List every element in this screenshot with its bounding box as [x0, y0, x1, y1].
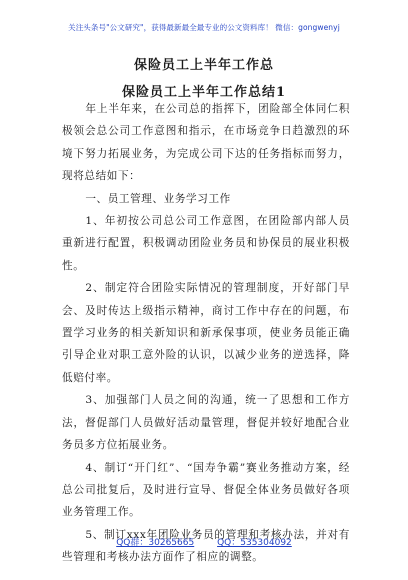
qq-group-link[interactable]: QQ群：30265665	[116, 538, 195, 548]
qq-contact-link[interactable]: QQ：535304092	[217, 538, 292, 548]
paragraph-item-5: 5、制订xxx年团险业务员的管理和考核办法，并对有些管理和考核办法方面作了相应的调整。	[62, 528, 350, 564]
paragraph-item-4: 4、制订“开门红”、“国寿争霸”赛业务推动方案，经总公司批复后，及时进行宣导、督促全体业务员做好各项业务管理工作。	[62, 461, 350, 519]
paragraph-item-2: 2、制定符合团险实际情况的管理制度，开好部门早会、及时传达上级指示精神，商讨工作中存在的问题，布置学习业务的相关新知识和新承保事项，使业务员能正确引导企业对职工意外险的认识，以减少业务的逆选择，降低赔付率。	[62, 282, 350, 384]
section-heading: 一、员工管理、业务学习工作	[85, 192, 231, 205]
paragraph-item-3: 3、加强部门人员之间的沟通，统一了思想和工作方法，督促部门人员做好活动量管理，督促并较好地配合业务员多方位拓展业务。	[62, 394, 350, 452]
paragraph-item-1: 1、年初按公司总公司工作意图，在团险部内部人员重新进行配置，积极调动团险业务员和协保员的展业积极性。	[62, 215, 350, 272]
document-title: 保险员工上半年工作总	[133, 58, 274, 73]
header-banner: 关注头条号"公文研究"，获得最新最全最专业的公文资料库！ 微信：gongwenyj	[68, 23, 340, 32]
document-body	[62, 98, 350, 569]
paragraph-intro: 年上半年来，在公司总的指挥下，团险部全体同仁积极领会总公司工作意图和指示，在市场竞争日趋激烈的环境下努力拓展业务，为完成公司下达的任务指标而努力，现将总结如下：	[62, 103, 350, 183]
footer-contact	[0, 535, 408, 548]
document-subtitle: 保险员工上半年工作总结1	[121, 85, 287, 100]
